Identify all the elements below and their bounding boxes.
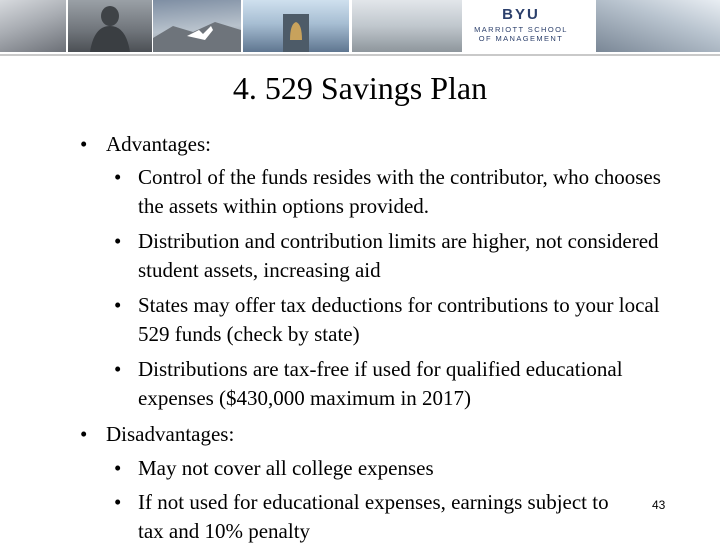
disadvantage-text: If not used for educational expenses, earnings subject to tax and 10% penalty (138, 490, 609, 543)
bullet-icon: • (114, 490, 122, 514)
logo-sub-line2: OF MANAGEMENT (478, 34, 564, 43)
banner-photo-building (0, 0, 66, 52)
advantage-text: Distribution and contribution limits are higher, not considered student assets, increasing aid (138, 229, 659, 282)
statue-silhouette-icon (68, 0, 152, 52)
banner-photo-statue (68, 0, 152, 52)
bullet-icon: • (114, 165, 122, 189)
banner-divider (0, 54, 720, 56)
bullet-icon: • (80, 422, 88, 446)
bullet-icon: • (114, 229, 122, 253)
mountain-y-icon (153, 0, 241, 52)
bullet-icon: • (114, 456, 122, 480)
byu-logo (464, 0, 578, 52)
header-banner (0, 0, 720, 56)
bullet-icon: • (114, 293, 122, 317)
bell-icon (243, 0, 349, 52)
slide-title: 4. 529 Savings Plan (232, 70, 488, 106)
banner-photo-campus (352, 0, 462, 52)
disadvantage-text: May not cover all college expenses (138, 456, 434, 480)
logo-sub-text (464, 25, 578, 43)
bullet-icon: • (114, 357, 122, 381)
advantages-label: Advantages: (106, 132, 211, 156)
disadvantages-label: Disadvantages: (106, 422, 235, 446)
advantage-text: Distributions are tax-free if used for qualified educational expenses ($430,000 maximum in 2017) (138, 357, 623, 410)
logo-sub-line1: MARRIOTT SCHOOL (474, 25, 568, 34)
banner-photo-bell-tower (243, 0, 349, 52)
banner-photo-mountain-y (153, 0, 241, 52)
logo-main-text: BYU (502, 6, 540, 23)
advantage-text: States may offer tax deductions for contributions to your local 529 funds (check by state) (138, 293, 660, 346)
bullet-icon: • (80, 132, 88, 156)
slide-page-number: 43 (652, 498, 666, 512)
advantage-text: Control of the funds resides with the contributor, who chooses the assets within options provided. (138, 165, 661, 218)
banner-photo-tower (596, 0, 720, 52)
